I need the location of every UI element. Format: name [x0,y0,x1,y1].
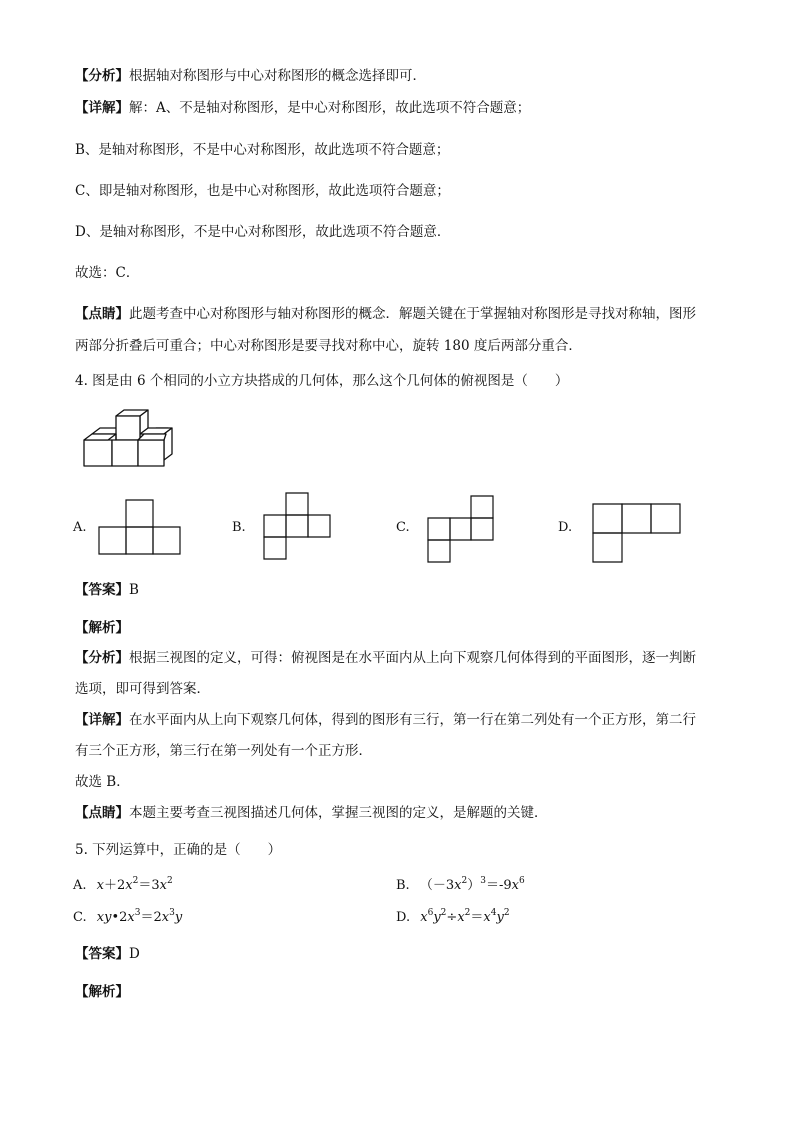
q5-option-a[interactable] [73,876,173,896]
explain-tag: 【解析】 [75,984,129,1000]
q4-analysis-line-1 [75,648,696,668]
q4-answer-line [75,580,139,600]
q3-choose: 故选：C． [75,265,140,281]
answer-value: D [129,946,140,962]
answer-tag: 【答案】 [75,946,129,962]
q3-line-d: D、是轴对称图形，不是中心对称图形，故此选项不符合题意． [75,224,451,240]
cube-solid-figure [80,408,175,478]
expression: $xy•2x^3=2x^3y$ [96,908,183,925]
analysis-tag: 【分析】 [75,650,129,666]
analysis-tag: 【分析】 [75,68,129,84]
q3-analysis-line [75,66,426,86]
q4-detail-line-2: 有三个正方形，第三行在第一列处有一个正方形． [75,743,372,759]
q3-line-b: B、是轴对称图形，不是中心对称图形，故此选项不符合题意； [75,142,450,158]
q5-option-d[interactable] [396,908,510,928]
detail-tag: 【详解】 [75,100,129,116]
answer-value: B [129,582,139,598]
q4-analysis-line-2: 选项，即可得到答案． [75,681,210,697]
analysis-text: 根据轴对称图形与中心对称图形的概念选择即可． [129,68,426,84]
q3-line-c: C、即是轴对称图形，也是中心对称图形，故此选项符合题意； [75,183,450,199]
option-label: B. [396,878,410,893]
answer-tag: 【答案】 [75,582,129,598]
q4-stem: 4. 图是由 6 个相同的小立方块搭成的几何体，那么这个几何体的俯视图是（ ） [75,373,569,389]
q4-choose: 故选 B． [75,774,130,790]
analysis-text: 根据三视图的定义，可得：俯视图是在水平面内从上向下观察几何体得到的平面图形，逐一判断 [129,650,696,666]
q5-stem: 5. 下列运算中，正确的是（ ） [75,842,282,858]
option-d-figure[interactable] [591,502,683,564]
comment-text: 此题考查中心对称图形与轴对称图形的概念．解题关键在于掌握轴对称图形是寻找对称轴，图形 [129,306,696,322]
q3-comment-line-1 [75,304,696,324]
option-a-figure[interactable] [97,498,183,556]
comment-text: 本题主要考查三视图描述几何体，掌握三视图的定义，是解题的关键． [129,805,548,821]
expression: $(-3x^2)^3=-9x^6$ [419,876,525,893]
option-c-figure[interactable] [426,494,496,566]
q4-detail-line-1 [75,710,696,730]
option-a-label: A. [73,520,87,535]
q5-option-c[interactable] [73,908,182,928]
q3-comment-line-2: 两部分折叠后可重合；中心对称图形是要寻找对称中心，旋转 180 度后两部分重合． [75,338,582,354]
explain-tag: 【解析】 [75,620,129,636]
detail-text: 在水平面内从上向下观察几何体，得到的图形有三行，第一行在第二列处有一个正方形，第二行 [129,712,696,728]
option-d-label: D. [558,520,573,535]
q5-answer-line [75,944,140,964]
option-label: C. [73,910,87,925]
q5-option-b[interactable] [396,876,525,896]
expression: $x+2x^2=3x^2$ [96,876,173,893]
option-c-label: C. [396,520,410,535]
comment-tag: 【点睛】 [75,805,129,821]
option-b-label: B. [232,520,246,535]
q4-explain-tag [75,618,129,638]
option-label: D. [396,910,411,925]
detail-text: 解：A、不是轴对称图形，是中心对称图形，故此选项不符合题意； [129,100,531,116]
q3-detail-line [75,98,530,118]
detail-tag: 【详解】 [75,712,129,728]
q4-comment-line [75,803,548,823]
q5-explain-tag [75,982,129,1002]
option-label: A. [73,878,87,893]
option-b-figure[interactable] [262,491,332,563]
comment-tag: 【点睛】 [75,306,129,322]
expression: $x^6y^2\div x^2=x^4y^2$ [420,908,510,925]
